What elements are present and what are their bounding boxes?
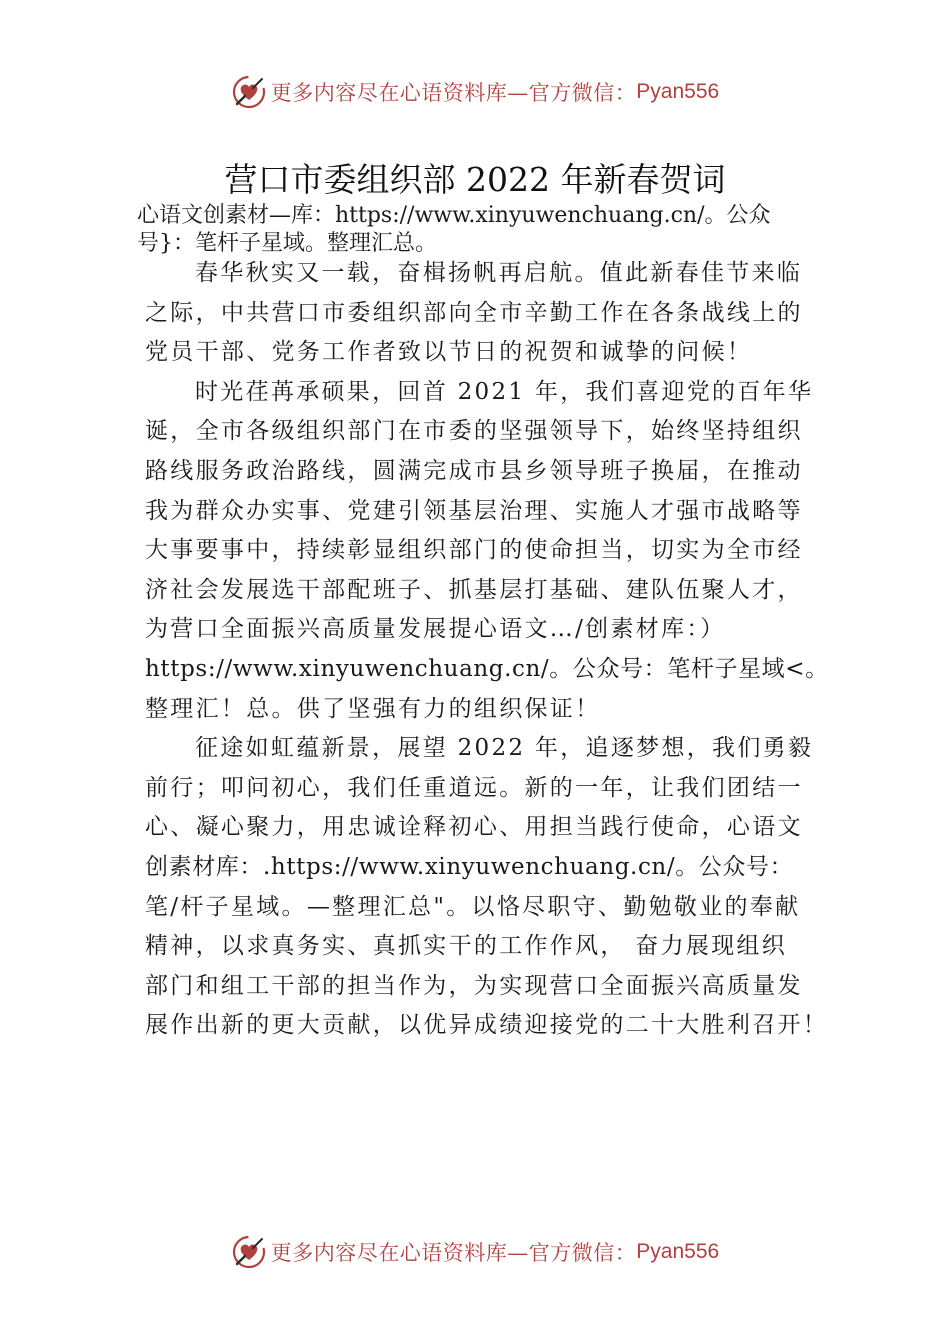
body-line: 春华秋实又一载，奋楫扬帆再启航。值此新春佳节来临 [195,260,803,286]
body-line: 我为群众办实事、党建引领基层治理、实施人才强市战略等 [145,497,803,524]
body-line: 为营口全面振兴高质量发展提心语文…/创素材库：） [145,616,726,643]
body-line: 诞，全市各级组织部门在市委的坚强领导下，始终坚持组织 [145,418,803,445]
body-line: 创素材库：.https://www.xinyuwenchuang.cn/。公众号： [145,853,794,880]
body-line: 大事要事中，持续彰显组织部门的使命担当，切实为全市经 [145,537,803,564]
footer-watermark-banner [0,1232,950,1272]
body-line: 展作出新的更大贡献，以优异成绩迎接党的二十大胜利召开！ [145,1012,829,1039]
body-line: 精神，以求真务实、真抓实干的工作作风， 奋力展现组织 [145,933,788,960]
body-line: 前行；叩问初心，我们任重道远。新的一年，让我们团结一 [145,774,803,801]
body-line: 党员干部、党务工作者致以节日的祝贺和诚挚的问候！ [145,339,753,366]
body-line: 整理汇！总。供了坚强有力的组织保证！ [145,695,601,722]
banner-wechat-id: Pyan556 [636,1240,720,1263]
source-line: 心语文创素材—库：https://www.xinyuwenchuang.cn/。公众 [137,203,771,228]
body-line: 征途如虹蕴新景，展望 2022 年，追逐梦想，我们勇毅 [195,735,814,762]
source-line: 号}：笔杆子星域。整理汇总。 [137,231,437,256]
header-watermark-banner [0,72,950,112]
source-note [137,202,837,258]
body-line: 心、凝心聚力，用忠诚诠释初心、用担当践行使命，心语文 [145,814,803,841]
body-line: 部门和组工干部的担当作为，为实现营口全面振兴高质量发 [145,972,803,999]
banner-text: 更多内容尽在心语资料库—官方微信： [270,81,637,105]
body-line: 笔/杆子星域。—整理汇总"。以恪尽职守、勤勉敬业的奉献 [145,893,801,920]
banner-wechat-id: Pyan556 [636,80,720,103]
heart-logo-icon [231,74,267,110]
document-body [145,254,830,1046]
body-line: 时光荏苒承硕果，回首 2021 年，我们喜迎党的百年华 [195,378,814,405]
banner-text: 更多内容尽在心语资料库—官方微信： [270,1241,637,1265]
document-title: 营口市委组织部 2022 年新春贺词 [224,160,726,199]
body-line: 路线服务政治路线，圆满完成市县乡领导班子换届，在推动 [145,457,803,484]
body-line: https://www.xinyuwenchuang.cn/。公众号：笔杆子星域<。 [145,655,829,682]
body-line: 之际，中共营口市委组织部向全市辛勤工作在各条战线上的 [145,299,803,326]
heart-logo-icon [231,1234,267,1270]
body-line: 济社会发展选干部配班子、抓基层打基础、建队伍聚人才， [145,576,803,603]
